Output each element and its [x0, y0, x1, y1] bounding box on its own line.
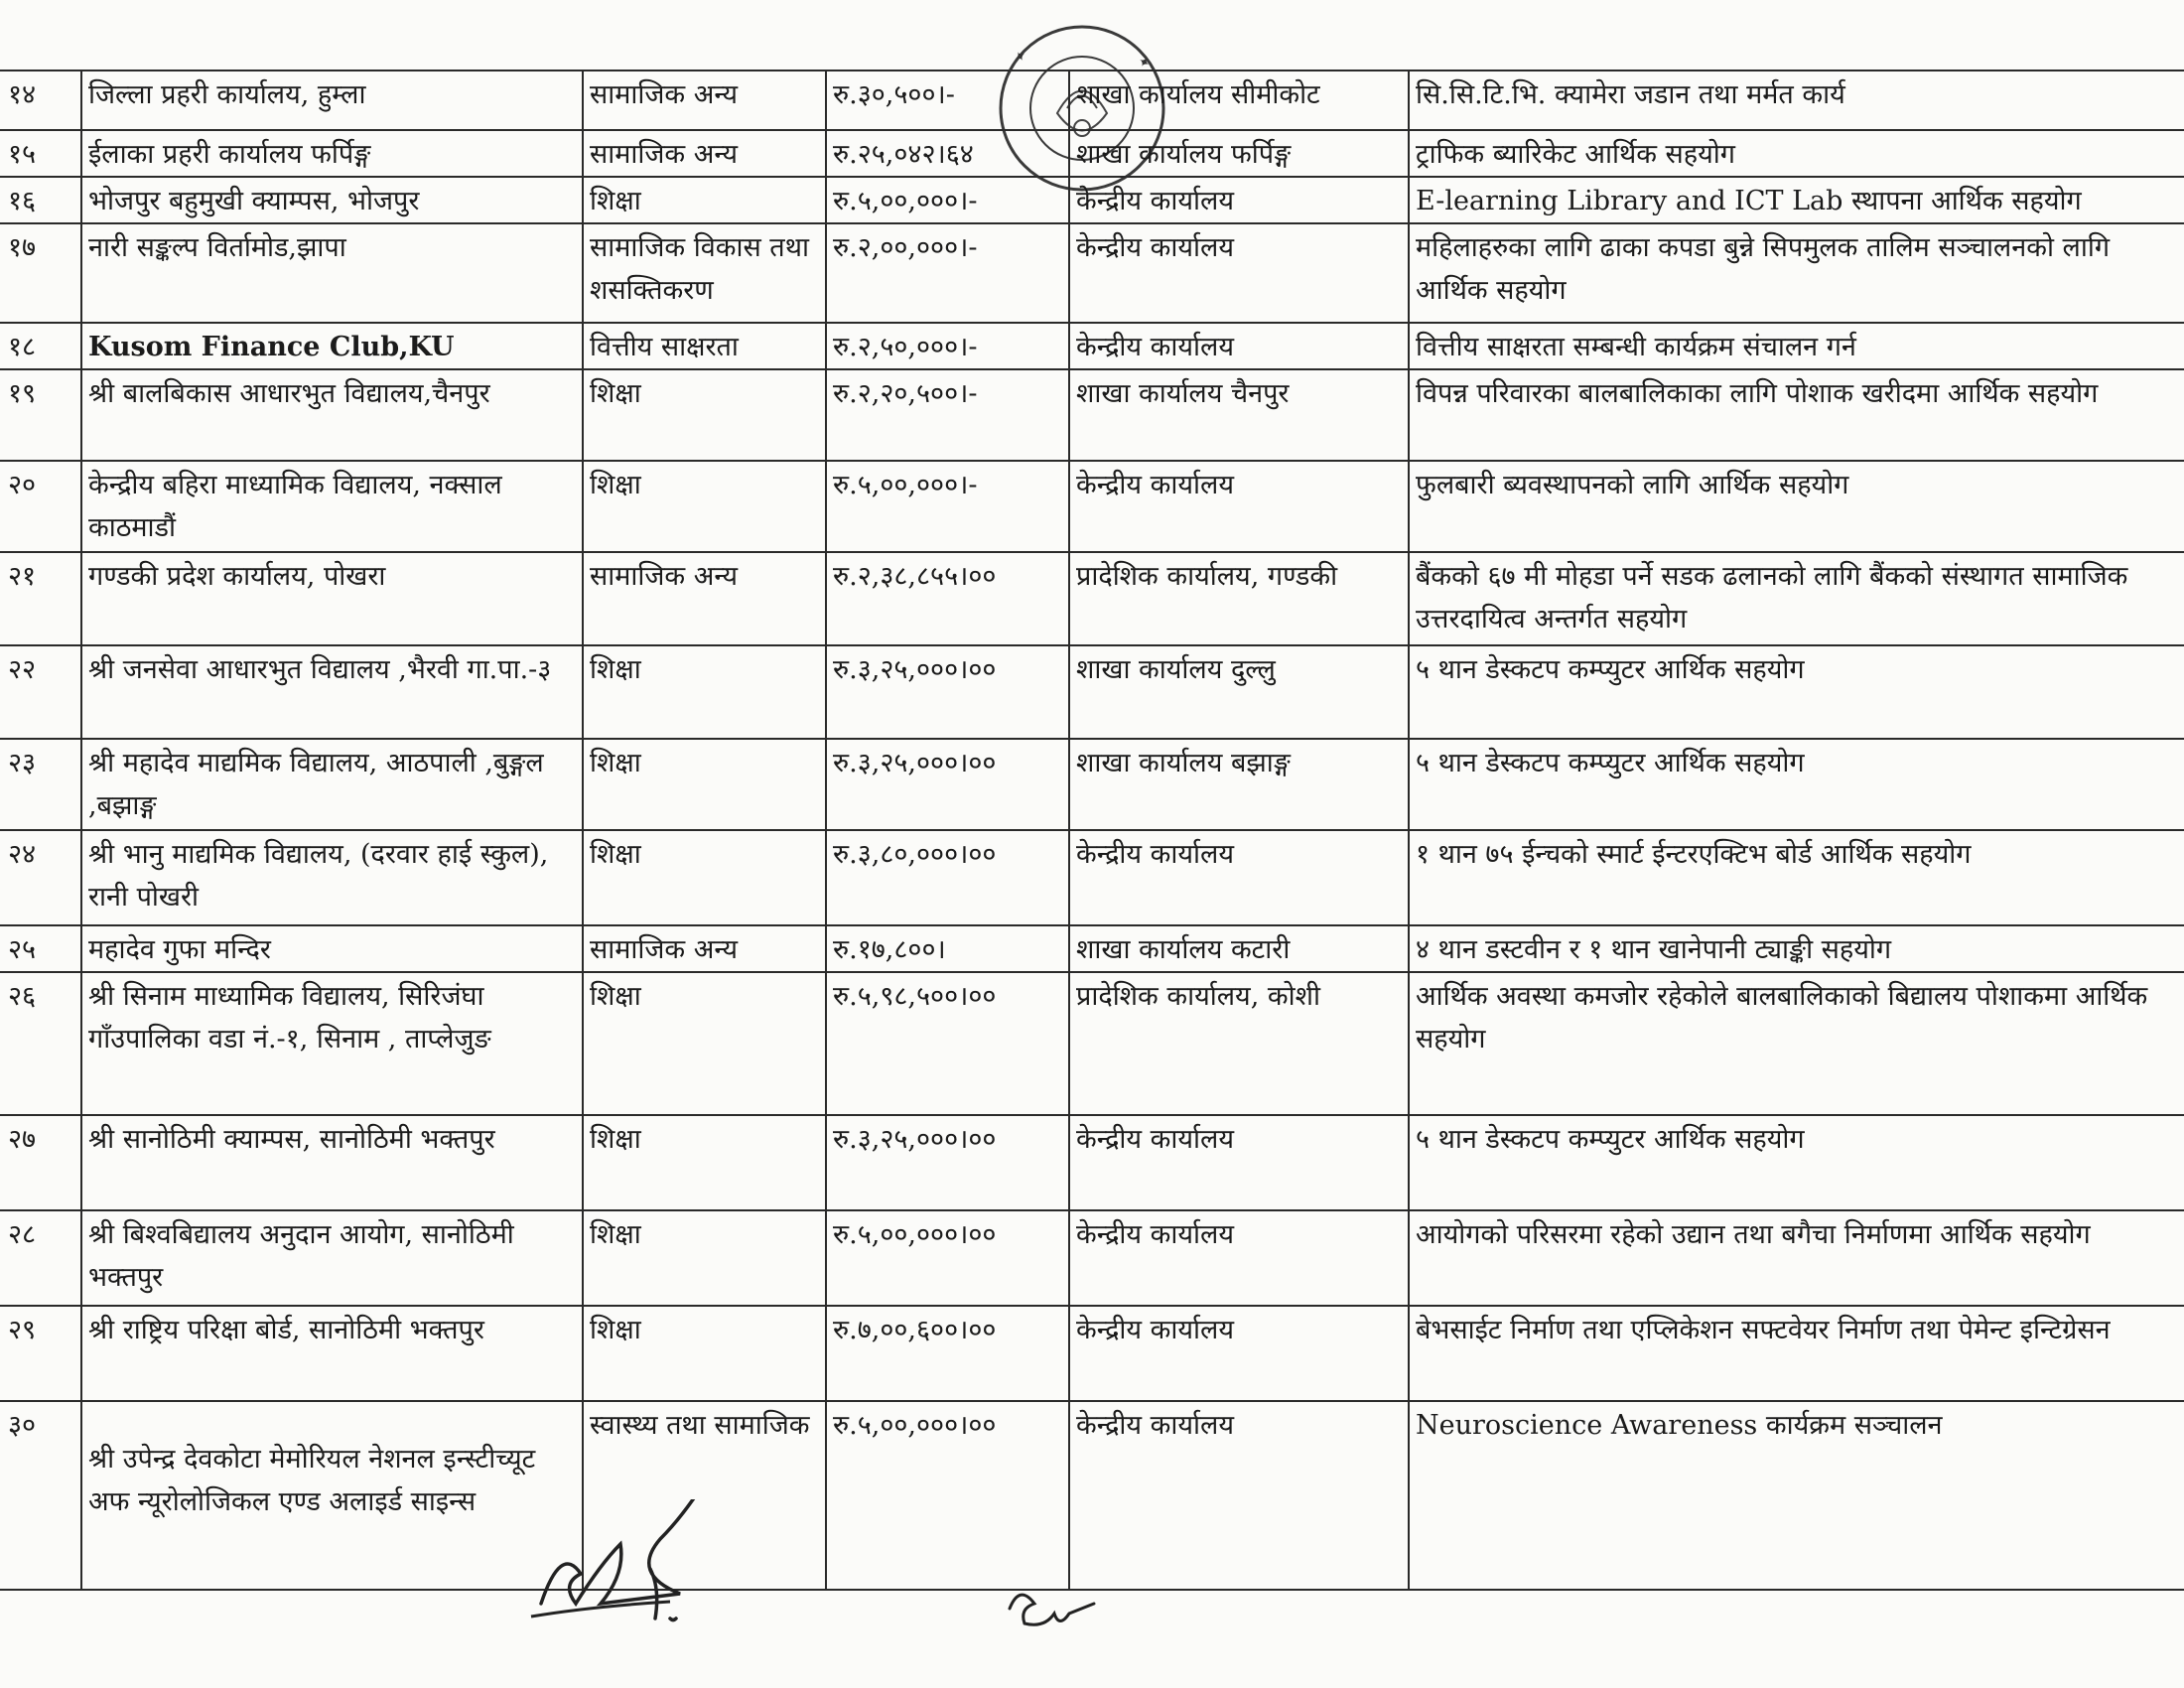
signature-mark-left — [521, 1499, 750, 1648]
purpose-cell: आयोगको परिसरमा रहेको उद्यान तथा बगैचा निर्माणमा आर्थिक सहयोग — [1409, 1210, 2184, 1306]
responsible-office-cell: केन्द्रीय कार्यालय — [1069, 830, 1409, 925]
responsible-office-cell: केन्द्रीय कार्यालय — [1069, 1210, 1409, 1306]
table-row — [0, 223, 2184, 323]
purpose-cell: बैंकको ६७ मी मोहडा पर्ने सडक ढलानको लागि बैंकको संस्थागत सामाजिक उत्तरदायित्व अन्तर्गत सहयोग — [1409, 552, 2184, 645]
amount-cell: रु.३,२५,०००।०० — [826, 739, 1069, 830]
responsible-office-cell: केन्द्रीय कार्यालय — [1069, 1306, 1409, 1401]
table-row — [0, 739, 2184, 830]
serial-number-cell: २४ — [0, 830, 81, 925]
purpose-cell: ट्राफिक ब्यारिकेट आर्थिक सहयोग — [1409, 130, 2184, 177]
organization-name-cell: श्री राष्ट्रिय परिक्षा बोर्ड, सानोठिमी भक्तपुर — [81, 1306, 583, 1401]
responsible-office-cell: केन्द्रीय कार्यालय — [1069, 323, 1409, 369]
serial-number-cell: २१ — [0, 552, 81, 645]
organization-name-cell: भोजपुर बहुमुखी क्याम्पस, भोजपुर — [81, 177, 583, 223]
responsible-office-cell: शाखा कार्यालय सीमीकोट — [1069, 70, 1409, 130]
amount-cell: रु.५,००,०००।०० — [826, 1210, 1069, 1306]
purpose-cell: ४ थान डस्टवीन र १ थान खानेपानी ट्याङ्की सहयोग — [1409, 925, 2184, 972]
table-row — [0, 70, 2184, 130]
table-row — [0, 1401, 2184, 1590]
svg-text:✦: ✦ — [1012, 47, 1030, 68]
responsible-office-cell: केन्द्रीय कार्यालय — [1069, 1115, 1409, 1210]
amount-cell: रु.२५,०४२।६४ — [826, 130, 1069, 177]
amount-cell: रु.५,९८,५००।०० — [826, 972, 1069, 1115]
amount-cell: रु.७,००,६००।०० — [826, 1306, 1069, 1401]
serial-number-cell: १८ — [0, 323, 81, 369]
serial-number-cell: १९ — [0, 369, 81, 461]
serial-number-cell: २६ — [0, 972, 81, 1115]
sector-cell: सामाजिक अन्य — [583, 130, 826, 177]
organization-name-cell: श्री बिश्वबिद्यालय अनुदान आयोग, सानोठिमी भक्तपुर — [81, 1210, 583, 1306]
sector-cell: शिक्षा — [583, 369, 826, 461]
responsible-office-cell: केन्द्रीय कार्यालय — [1069, 177, 1409, 223]
csr-support-table — [0, 70, 2184, 1591]
purpose-cell: १ थान ७५ ईन्चको स्मार्ट ईन्टरएक्टिभ बोर्ड आर्थिक सहयोग — [1409, 830, 2184, 925]
purpose-cell: आर्थिक अवस्था कमजोर रहेकोले बालबालिकाको बिद्यालय पोशाकमा आर्थिक सहयोग — [1409, 972, 2184, 1115]
amount-cell: रु.५,००,०००।- — [826, 177, 1069, 223]
responsible-office-cell: केन्द्रीय कार्यालय — [1069, 1401, 1409, 1590]
serial-number-cell: २३ — [0, 739, 81, 830]
purpose-cell: फुलबारी ब्यवस्थापनको लागि आर्थिक सहयोग — [1409, 461, 2184, 552]
svg-text:✦: ✦ — [1135, 53, 1154, 73]
sector-cell: शिक्षा — [583, 1210, 826, 1306]
purpose-cell: ५ थान डेस्कटप कम्प्युटर आर्थिक सहयोग — [1409, 1115, 2184, 1210]
organization-name-cell: जिल्ला प्रहरी कार्यालय, हुम्ला — [81, 70, 583, 130]
organization-name-cell: श्री बालबिकास आधारभुत विद्यालय,चैनपुर — [81, 369, 583, 461]
table-row — [0, 1115, 2184, 1210]
organization-name-cell: श्री सिनाम माध्यामिक विद्यालय, सिरिजंघा गाँउपालिका वडा नं.-१, सिनाम , ताप्लेजुङ — [81, 972, 583, 1115]
organization-name-cell: केन्द्रीय बहिरा माध्यामिक विद्यालय, नक्साल काठमाडौं — [81, 461, 583, 552]
amount-cell: रु.२,५०,०००।- — [826, 323, 1069, 369]
table-row — [0, 552, 2184, 645]
amount-cell: रु.१७,८००। — [826, 925, 1069, 972]
sector-cell: सामाजिक विकास तथा शसक्तिकरण — [583, 223, 826, 323]
table-row — [0, 972, 2184, 1115]
responsible-office-cell: केन्द्रीय कार्यालय — [1069, 461, 1409, 552]
amount-cell: रु.५,००,०००।- — [826, 461, 1069, 552]
purpose-cell: सि.सि.टि.भि. क्यामेरा जडान तथा मर्मत कार्य — [1409, 70, 2184, 130]
serial-number-cell: १५ — [0, 130, 81, 177]
purpose-cell: E-learning Library and ICT Lab स्थापना आर्थिक सहयोग — [1409, 177, 2184, 223]
organization-name-cell: श्री जनसेवा आधारभुत विद्यालय ,भैरवी गा.पा.-३ — [81, 645, 583, 739]
serial-number-cell: २५ — [0, 925, 81, 972]
purpose-cell: बेभसाईट निर्माण तथा एप्लिकेशन सफ्टवेयर निर्माण तथा पेमेन्ट इन्टिग्रेसन — [1409, 1306, 2184, 1401]
serial-number-cell: २८ — [0, 1210, 81, 1306]
sector-cell: शिक्षा — [583, 972, 826, 1115]
sector-cell: शिक्षा — [583, 177, 826, 223]
table-row — [0, 645, 2184, 739]
purpose-cell: विपन्न परिवारका बालबालिकाका लागि पोशाक खरीदमा आर्थिक सहयोग — [1409, 369, 2184, 461]
organization-name-cell: श्री महादेव माद्यमिक विद्यालय, आठपाली ,बुङ्गल ,बझाङ्ग — [81, 739, 583, 830]
sector-cell: शिक्षा — [583, 1115, 826, 1210]
serial-number-cell: २७ — [0, 1115, 81, 1210]
serial-number-cell: १७ — [0, 223, 81, 323]
responsible-office-cell: शाखा कार्यालय चैनपुर — [1069, 369, 1409, 461]
responsible-office-cell: शाखा कार्यालय दुल्लु — [1069, 645, 1409, 739]
organization-name-cell: नारी सङ्कल्प विर्तामोड,झापा — [81, 223, 583, 323]
organization-name-cell: श्री सानोठिमी क्याम्पस, सानोठिमी भक्तपुर — [81, 1115, 583, 1210]
amount-cell: रु.५,००,०००।०० — [826, 1401, 1069, 1590]
organization-name-cell: श्री भानु माद्यमिक विद्यालय, (दरवार हाई स्कुल), रानी पोखरी — [81, 830, 583, 925]
table-row — [0, 177, 2184, 223]
amount-cell: रु.३,२५,०००।०० — [826, 1115, 1069, 1210]
organization-name-cell: गण्डकी प्रदेश कार्यालय, पोखरा — [81, 552, 583, 645]
signature-mark-right — [998, 1579, 1127, 1648]
table-row — [0, 461, 2184, 552]
table-row — [0, 830, 2184, 925]
organization-name-cell: महादेव गुफा मन्दिर — [81, 925, 583, 972]
serial-number-cell: १६ — [0, 177, 81, 223]
organization-name-cell: ईलाका प्रहरी कार्यालय फर्पिङ्ग — [81, 130, 583, 177]
sector-cell: सामाजिक अन्य — [583, 70, 826, 130]
sector-cell: सामाजिक अन्य — [583, 925, 826, 972]
responsible-office-cell: शाखा कार्यालय कटारी — [1069, 925, 1409, 972]
table-row — [0, 323, 2184, 369]
serial-number-cell: १४ — [0, 70, 81, 130]
organization-name-cell: Kusom Finance Club,KU — [81, 323, 583, 369]
serial-number-cell: ३० — [0, 1401, 81, 1590]
table-row — [0, 925, 2184, 972]
amount-cell: रु.३,८०,०००।०० — [826, 830, 1069, 925]
sector-cell: सामाजिक अन्य — [583, 552, 826, 645]
purpose-cell: महिलाहरुका लागि ढाका कपडा बुन्ने सिपमुलक तालिम सञ्चालनको लागि आर्थिक सहयोग — [1409, 223, 2184, 323]
purpose-cell: Neuroscience Awareness कार्यक्रम सञ्चालन — [1409, 1401, 2184, 1590]
sector-cell: वित्तीय साक्षरता — [583, 323, 826, 369]
responsible-office-cell: शाखा कार्यालय फर्पिङ्ग — [1069, 130, 1409, 177]
table-body — [0, 70, 2184, 1590]
sector-cell: शिक्षा — [583, 1306, 826, 1401]
table-row — [0, 1210, 2184, 1306]
amount-cell: रु.२,३८,८५५।०० — [826, 552, 1069, 645]
sector-cell: शिक्षा — [583, 739, 826, 830]
purpose-cell: ५ थान डेस्कटप कम्प्युटर आर्थिक सहयोग — [1409, 739, 2184, 830]
amount-cell: रु.२,००,०००।- — [826, 223, 1069, 323]
responsible-office-cell: केन्द्रीय कार्यालय — [1069, 223, 1409, 323]
amount-cell: रु.३,२५,०००।०० — [826, 645, 1069, 739]
sector-cell: शिक्षा — [583, 461, 826, 552]
purpose-cell: ५ थान डेस्कटप कम्प्युटर आर्थिक सहयोग — [1409, 645, 2184, 739]
table-row — [0, 130, 2184, 177]
sector-cell: शिक्षा — [583, 830, 826, 925]
responsible-office-cell: प्रादेशिक कार्यालय, गण्डकी — [1069, 552, 1409, 645]
sector-cell: स्वास्थ्य तथा सामाजिक — [583, 1401, 826, 1590]
amount-cell: रु.३०,५००।- — [826, 70, 1069, 130]
table-row — [0, 1306, 2184, 1401]
serial-number-cell: २९ — [0, 1306, 81, 1401]
responsible-office-cell: प्रादेशिक कार्यालय, कोशी — [1069, 972, 1409, 1115]
purpose-cell: वित्तीय साक्षरता सम्बन्धी कार्यक्रम संचालन गर्न — [1409, 323, 2184, 369]
amount-cell: रु.२,२०,५००।- — [826, 369, 1069, 461]
serial-number-cell: २२ — [0, 645, 81, 739]
table-row — [0, 369, 2184, 461]
serial-number-cell: २० — [0, 461, 81, 552]
responsible-office-cell: शाखा कार्यालय बझाङ्ग — [1069, 739, 1409, 830]
sector-cell: शिक्षा — [583, 645, 826, 739]
organization-name-cell: श्री उपेन्द्र देवकोटा मेमोरियल नेशनल इन्स्टीच्यूट अफ न्यूरोलोजिकल एण्ड अलाइर्ड साइन्स — [81, 1401, 583, 1590]
